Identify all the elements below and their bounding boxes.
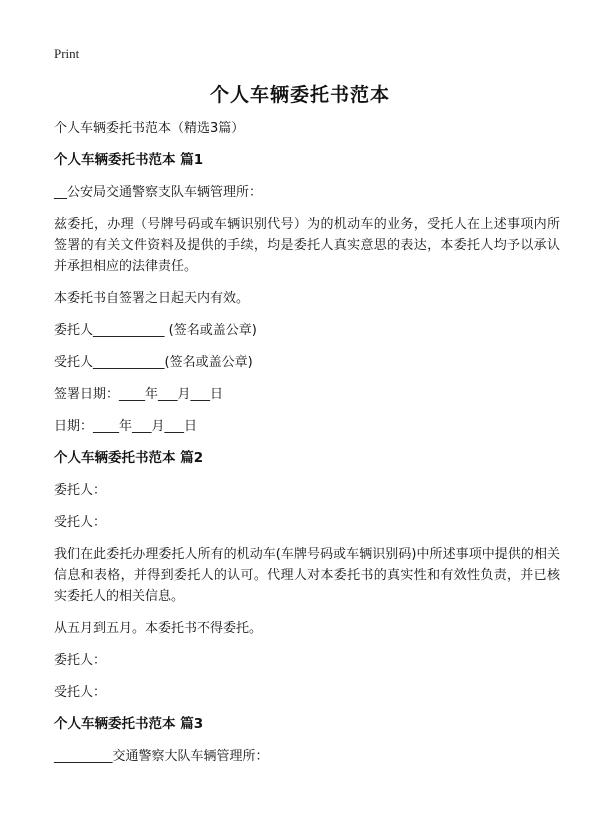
section-2-agent-2: 受托人： [54,685,107,700]
section-2-principal-2: 委托人： [54,653,107,668]
section-2-principal: 委托人： [54,483,107,498]
section-1-addressee: __公安局交通警察支队车辆管理所： [54,185,263,200]
section-2-period: 从五月到五月。本委托书不得委托。 [54,621,263,636]
section-2-heading: 个人车辆委托书范本 篇2 [54,450,204,466]
section-1-date: 日期：____年___月___日 [54,419,198,434]
page-title: 个人车辆委托书范本 [209,84,390,106]
section-1-body: 兹委托，办理（号牌号码或车辆识别代号）为的机动车的业务，受托人在上述事项内所签署的有关文件资料及提供的手续，均是委托人真实意思的表达，本委托人均予以承认并承担相应的法律责任。 [54,217,560,274]
print-link[interactable]: Print [54,46,80,61]
section-3-addressee: _________交通警察大队车辆管理所： [54,749,269,764]
intro-line: 个人车辆委托书范本（精选3篇） [54,121,245,136]
section-2-agent: 受托人： [54,515,107,530]
document-content [54,118,560,778]
section-1-validity: 本委托书自签署之日起天内有效。 [54,291,250,306]
section-1-agent-line: 受托人___________(签名或盖公章) [54,355,253,370]
section-1-heading: 个人车辆委托书范本 篇1 [54,152,204,168]
section-2-body: 我们在此委托办理委托人所有的机动车(车牌号码或车辆识别码)中所述事项中提供的相关信息和表格，并得到委托人的认可。代理人对本委托书的真实性和有效性负责，并已核实委托人的相关信息。 [54,547,560,604]
section-3-heading: 个人车辆委托书范本 篇3 [54,716,204,732]
section-1-principal-line: 委托人___________ (签名或盖公章) [54,323,257,338]
section-1-sign-date: 签署日期：____年___月___日 [54,387,224,402]
